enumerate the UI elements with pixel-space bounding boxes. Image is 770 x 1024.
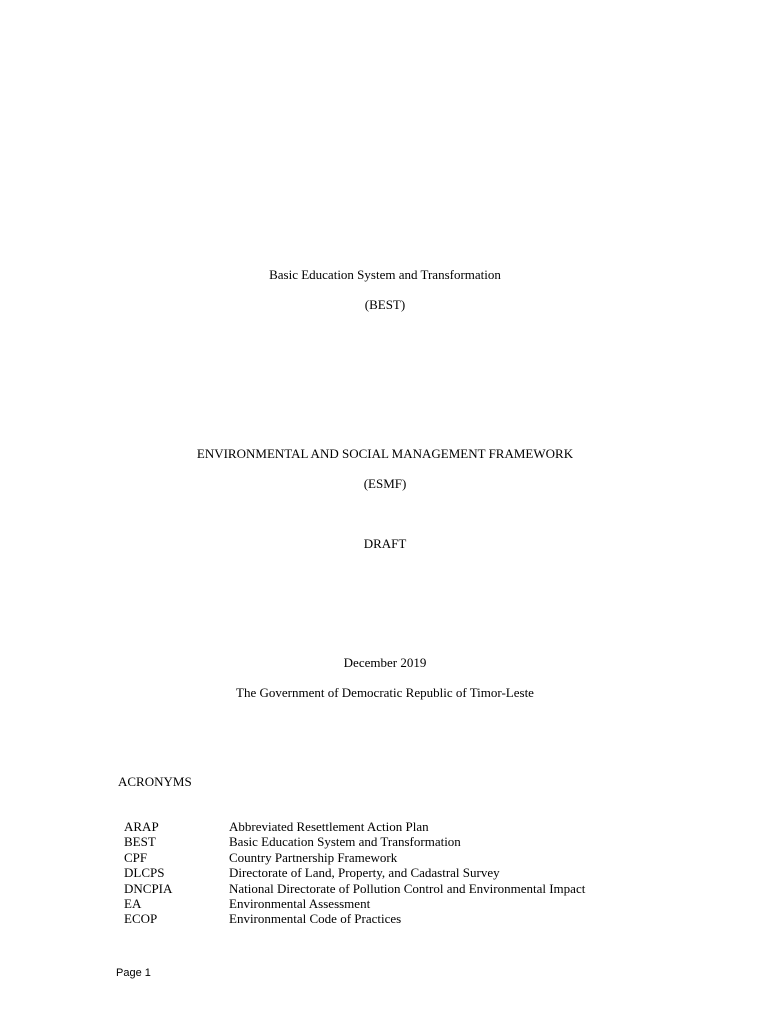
acronym-definition: Basic Education System and Transformation <box>229 834 461 850</box>
acronym-row <box>124 819 649 834</box>
acronym-term: CPF <box>124 849 148 865</box>
page-number: Page 1 <box>116 967 151 979</box>
acronym-row <box>124 911 649 926</box>
document-author: The Government of Democratic Republic of Timor-Leste <box>236 685 534 700</box>
acronym-term: DLCPS <box>124 865 165 881</box>
project-title: Basic Education System and Transformation <box>269 267 501 282</box>
acronym-definition: Abbreviated Resettlement Action Plan <box>229 819 429 834</box>
acronym-term: ARAP <box>124 819 159 834</box>
acronym-row <box>124 865 649 880</box>
acronym-definition: Directorate of Land, Property, and Cadastral Survey <box>229 865 500 881</box>
acronym-row <box>124 896 649 911</box>
acronym-definition: Environmental Code of Practices <box>229 911 402 927</box>
document-date: December 2019 <box>343 655 427 670</box>
acronym-definition: Environmental Assessment <box>229 895 371 911</box>
acronyms-heading: ACRONYMS <box>118 774 192 789</box>
acronyms-list <box>124 819 649 927</box>
document-abbreviation: (ESMF) <box>363 476 407 491</box>
acronym-definition: Country Partnership Framework <box>229 849 398 865</box>
acronym-term: BEST <box>124 834 156 850</box>
acronym-row <box>124 881 649 896</box>
acronym-row <box>124 850 649 865</box>
project-abbreviation: (BEST) <box>364 297 406 312</box>
acronym-term: DNCPIA <box>124 880 173 896</box>
document-status: DRAFT <box>363 536 407 551</box>
acronym-definition: National Directorate of Pollution Control and Environmental Impact <box>229 880 586 896</box>
acronym-row <box>124 834 649 849</box>
acronym-term: ECOP <box>124 911 158 927</box>
acronym-term: EA <box>124 895 142 911</box>
document-title: ENVIRONMENTAL AND SOCIAL MANAGEMENT FRAMEWORK <box>196 446 574 461</box>
